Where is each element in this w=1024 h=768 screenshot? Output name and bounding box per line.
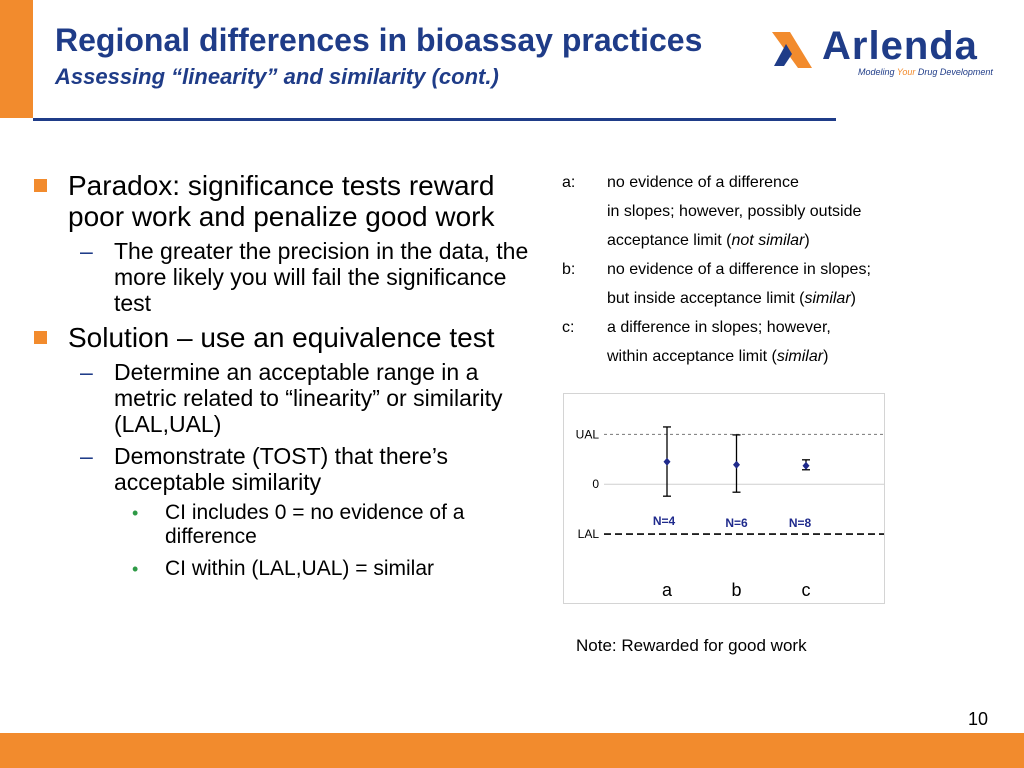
- estimate-point-a: [664, 458, 671, 466]
- sub-bullet-precision: – The greater the precision in the data, the more likely you will fail the significance test: [80, 238, 529, 316]
- dash-bullet-icon: –: [80, 359, 93, 385]
- square-bullet-icon: [34, 331, 47, 344]
- left-accent-bar: [0, 0, 33, 118]
- sub-sub-bullet-ci-within: • CI within (LAL,UAL) = similar: [132, 557, 434, 580]
- note-line: acceptance limit (not similar): [607, 232, 810, 249]
- arlenda-mark-icon: [768, 26, 816, 72]
- note-line: a difference in slopes; however,: [607, 319, 831, 336]
- equivalence-chart: [563, 393, 885, 604]
- y-tick-label: UAL: [575, 427, 599, 442]
- dash-bullet-icon: –: [80, 238, 93, 264]
- note-line: in slopes; however, possibly outside: [607, 203, 862, 220]
- note-a: [562, 168, 1002, 255]
- sub-bullet-tost: – Demonstrate (TOST) that there’s acceptable similarity: [80, 443, 449, 495]
- sub-sub-bullet-ci-zero: • CI includes 0 = no evidence of a difference: [132, 501, 465, 548]
- note-b: [562, 255, 1002, 313]
- logo-wordmark: Arlenda: [822, 24, 978, 68]
- dash-bullet-icon: –: [80, 443, 93, 469]
- logo-tagline: Modeling Your Drug Development: [858, 67, 993, 77]
- estimate-point-c: [803, 462, 810, 470]
- x-category-label: b: [731, 580, 742, 600]
- note-line: within acceptance limit (similar): [607, 348, 829, 365]
- bullet-solution: Solution – use an equivalence test: [30, 322, 530, 353]
- note-key: b:: [562, 261, 576, 278]
- dot-bullet-icon: •: [132, 559, 139, 579]
- note-line: but inside acceptance limit (similar): [607, 290, 856, 307]
- estimate-point-b: [733, 461, 740, 469]
- slide-title: Regional differences in bioassay practices: [55, 22, 703, 58]
- chart-note: Note: Rewarded for good work: [576, 636, 807, 655]
- sample-size-label: N=8: [788, 516, 812, 530]
- y-tick-label: 0: [592, 477, 599, 492]
- slide-subtitle: Assessing “linearity” and similarity (cont.): [55, 64, 499, 89]
- y-tick-label: LAL: [577, 527, 599, 542]
- note-c: [562, 313, 1002, 371]
- footer-bar: [0, 733, 1024, 768]
- note-line: no evidence of a difference: [607, 174, 799, 191]
- dot-bullet-icon: •: [132, 503, 139, 523]
- chart-plot-area: [564, 394, 884, 603]
- note-key: c:: [562, 319, 575, 336]
- case-notes: [562, 168, 1002, 371]
- bullet-paradox: Paradox: significance tests reward poor work and penalize good work: [30, 170, 530, 232]
- sample-size-label: N=4: [652, 514, 676, 528]
- x-category-label: a: [661, 580, 673, 600]
- sub-bullet-range: – Determine an acceptable range in a metric related to “linearity” or similarity (LAL,UAL): [80, 359, 503, 437]
- note-key: a:: [562, 174, 576, 191]
- note-line: no evidence of a difference in slopes;: [607, 261, 871, 278]
- sample-size-label: N=6: [725, 516, 748, 530]
- x-category-label: c: [801, 580, 811, 600]
- page-number: 10: [968, 709, 989, 729]
- bullet-list: [30, 170, 530, 589]
- title-divider: [33, 118, 836, 121]
- arlenda-logo: [768, 24, 998, 80]
- square-bullet-icon: [34, 179, 47, 192]
